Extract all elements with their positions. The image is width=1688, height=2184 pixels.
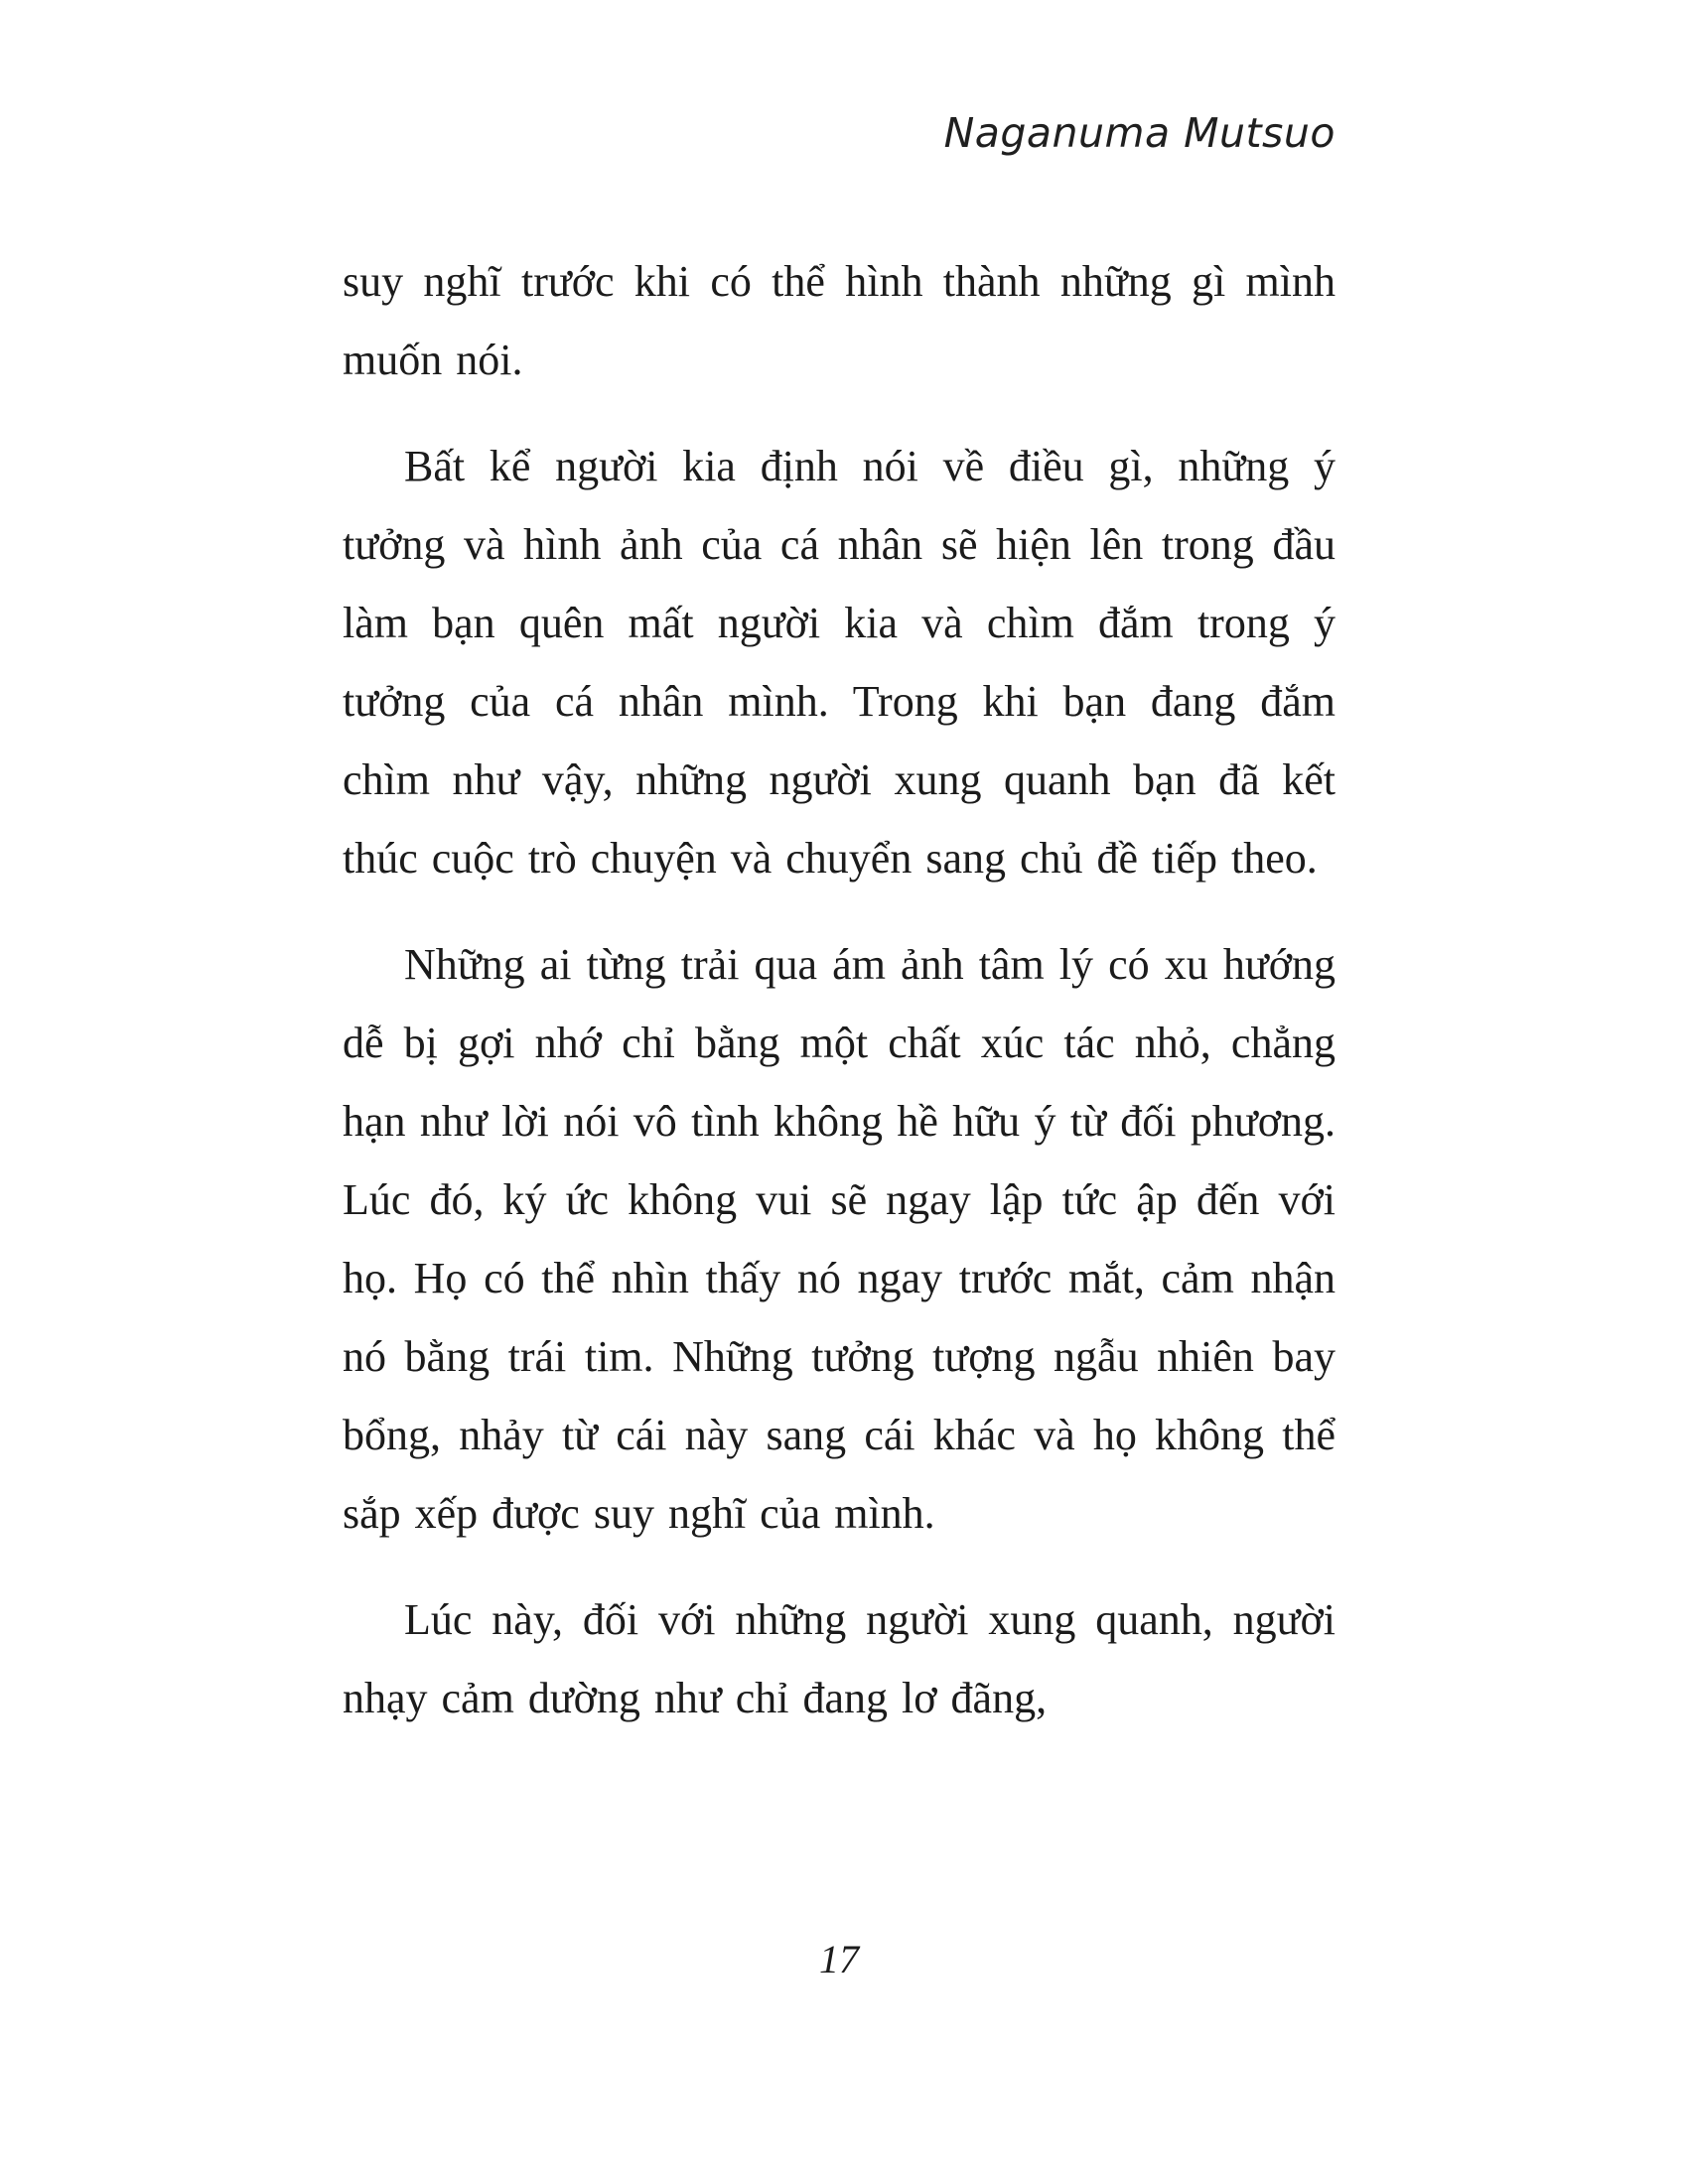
- page-footer: [343, 1936, 1336, 1982]
- text-column: [343, 0, 1336, 2184]
- paragraph: Bất kể người kia định nói về điều gì, những ý tưởng và hình ảnh của cá nhân sẽ hiện lên trong đầu làm bạn quên mất người kia và chìm đắm trong ý tưởng của cá nhân mình. Trong khi bạn đang đắm chìm như vậy, những người xung quanh bạn đã kết thúc cuộc trò chuyện và chuyển sang chủ đề tiếp theo.: [343, 442, 1336, 883]
- running-header: [343, 109, 1336, 157]
- author-name: Naganuma Mutsuo: [943, 109, 1336, 157]
- page-body: [343, 242, 1336, 1765]
- paragraph: Những ai từng trải qua ám ảnh tâm lý có xu hướng dễ bị gợi nhớ chỉ bằng một chất xúc tác nhỏ, chẳng hạn như lời nói vô tình không hề hữu ý từ đối phương. Lúc đó, ký ức không vui sẽ ngay lập tức ập đến với họ. Họ có thể nhìn thấy nó ngay trước mắt, cảm nhận nó bằng trái tim. Những tưởng tượng ngẫu nhiên bay bổng, nhảy từ cái này sang cái khác và họ không thể sắp xếp được suy nghĩ của mình.: [343, 940, 1336, 1538]
- paragraph-continuation: suy nghĩ trước khi có thể hình thành những gì mình muốn nói.: [343, 257, 1336, 384]
- page-number: 17: [819, 1937, 859, 1981]
- paragraph: Lúc này, đối với những người xung quanh, người nhạy cảm dường như chỉ đang lơ đãng,: [343, 1595, 1336, 1722]
